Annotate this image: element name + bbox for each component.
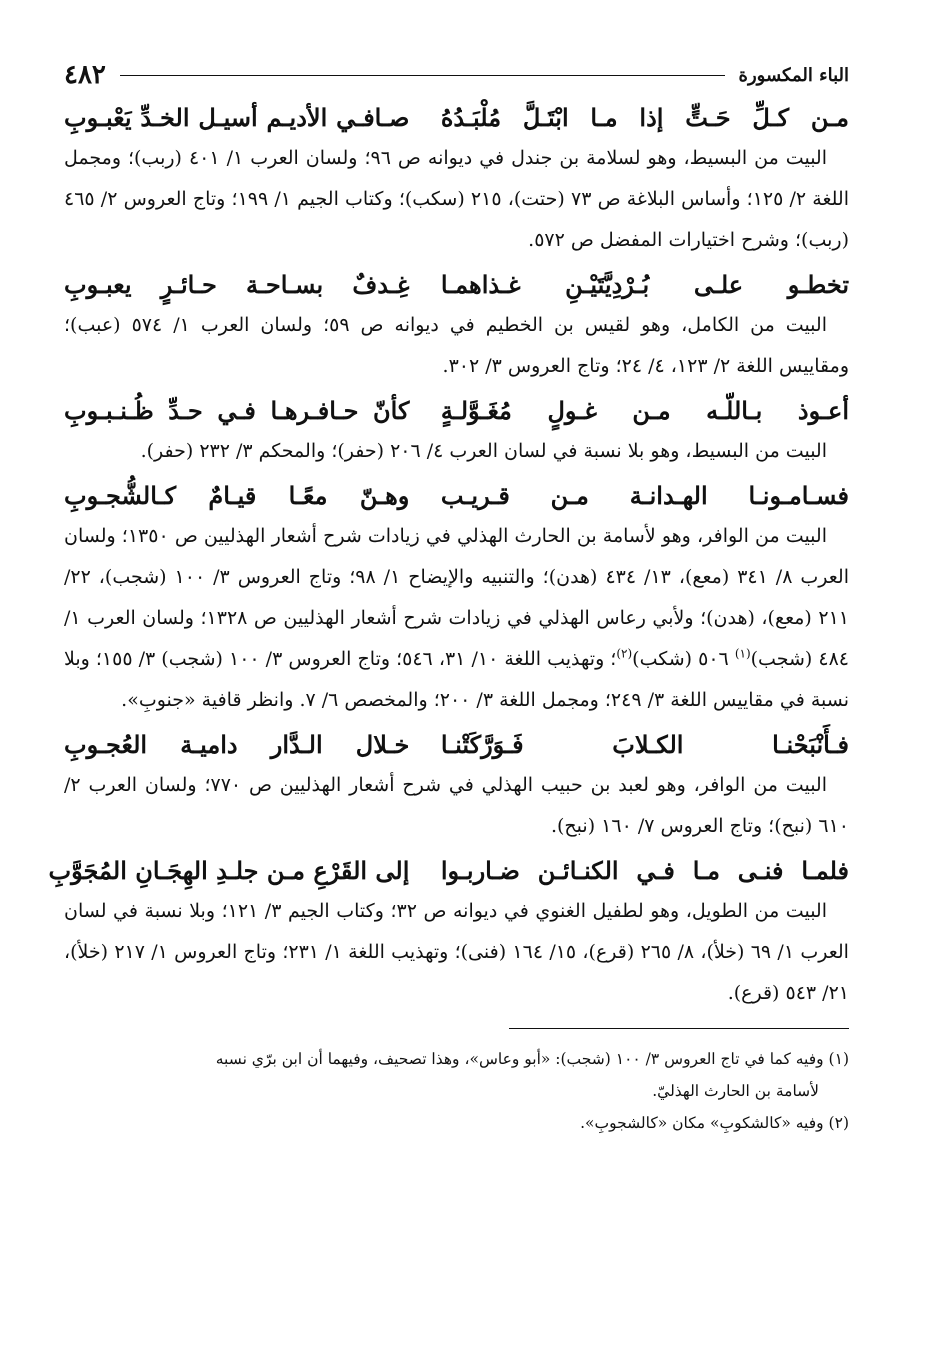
verse-line — [64, 391, 849, 431]
footnote-text: (٢) وفيه «كالشكوبِ» مكان «كالشجوبِ». — [580, 1114, 849, 1132]
commentary-text: ؛ وتهذيب اللغة ١٠/ ٣١، ٥٤٦؛ وتاج العروس ٣/ ١٠٠ (شجب) ٣/ ١٥٥؛ وبلا نسبة في مقاييس اللغة ٣/ ٢٤٩؛ ومجمل اللغة ٣/ ٢٠٠؛ والمخصص ٦/ ٧. وانظر قافية «جنوبِ». — [64, 648, 849, 711]
verse-second-hemistich: وهـنّ معًـا قيـامٌ كـالشُّجـوبِ — [64, 481, 410, 510]
verse-line — [64, 476, 849, 516]
verse-second-hemistich: غِـدفٌ بسـاحـة حـائـرٍ يعبـوبِ — [64, 270, 410, 299]
commentary-text: ٥٠٦ (شكب) — [632, 648, 735, 670]
verse-second-hemistich: خـلال الـدَّار داميـة العُجـوبِ — [64, 730, 410, 759]
commentary-text: البيت من الوافر، وهو لأسامة بن الحارث الهذلي في زيادات شرح أشعار الهذليين ص ١٣٥٠؛ ولسان العرب ٨/ ٣٤١ (معع)، ١٣/ ٤٣٤ (هدن)؛ والتنبيه والإيضاح ١/ ٩٨؛ وتاج العروس ٣/ ١٠٠ (شجب)، ٢٢/ ٢١١ (معع)، (هدن)؛ ولأبي رعاس الهذلي في زيادات شرح أشعار الهذليين ص ١٣٢٨؛ ولسان العرب ١/ ٤٨٤ (شجب) — [64, 525, 849, 670]
footnote-ref-2[interactable]: (٢) — [616, 646, 633, 661]
footnotes-rule — [509, 1028, 849, 1029]
footnote-1 — [64, 1043, 849, 1107]
verse-line — [48, 851, 849, 891]
verse-commentary: البيت من البسيط، وهو لسلامة بن جندل في ديوانه ص ٩٦؛ ولسان العرب ١/ ٤٠١ (ربب)؛ ومجمل اللغة ٢/ ١٢٥؛ وأساس البلاغة ص ٧٣ (حتت)، ٢١٥ (سكب)؛ وكتاب الجيم ١/ ١٩٩؛ وتاج العروس ٢/ ٤٦٥ (ربب)؛ وشرح اختيارات المفضل ص ٥٧٢. — [64, 147, 850, 251]
verse-line — [64, 265, 849, 305]
verse-first-hemistich: أعـوذ بـاللّـه مـن غـولٍ مُغَـوَّلـةٍ — [440, 396, 849, 425]
chapter-title: الباء المكسورة — [738, 64, 849, 86]
footnote-continuation: لأسامة بن الحارث الهذليّ. — [652, 1082, 819, 1100]
footnote-text: (١) وفيه كما في تاج العروس ٣/ ١٠٠ (شجب): «أبو وعاس»، وهذا تصحيف، وفيهما أن ابن برّي نسبه — [215, 1050, 849, 1068]
verse-commentary: البيت من البسيط، وهو بلا نسبة في لسان العرب ٤/ ٢٠٦ (حفر)؛ والمحكم ٣/ ٢٣٢ (حفر). — [140, 440, 827, 462]
verse-line — [64, 98, 849, 138]
footnote-ref-1[interactable]: (١) — [734, 646, 751, 661]
book-page — [48, 58, 850, 1139]
verse-second-hemistich: كأنّ حـافـرهـا فـي حـدِّ ظُـنـبـوبِ — [64, 396, 410, 425]
footnote-2 — [64, 1107, 849, 1139]
verse-first-hemistich: تخطـو علـى بُـرْدِيَّتَيْـنِ غـذاهمـا — [440, 270, 849, 299]
running-head — [64, 58, 849, 92]
header-rule — [120, 75, 725, 76]
page-number: ٤٨٢ — [64, 60, 106, 90]
verse-first-hemistich: فلمـا فنـى مـا فـي الكنـائـن ضـاربـوا — [440, 856, 849, 885]
verse-first-hemistich: مـن كـلِّ حَـتٍّ إذا مـا ابْتَـلَّ مُلْبَـدُهُ — [440, 103, 849, 132]
verse-second-hemistich: إلى القَرْعِ مـن جلـدِ الهِجَـانِ المُجَوَّبِ — [48, 856, 410, 885]
verse-commentary: البيت من الوافر، وهو لعبد بن حبيب الهذلي في شرح أشعار الهذليين ص ٧٧٠؛ ولسان العرب ٢/ ٦١٠ (نبح)؛ وتاج العروس ٧/ ١٦٠ (نبح). — [64, 774, 849, 837]
verse-commentary: البيت من الطويل، وهو لطفيل الغنوي في ديوانه ص ٣٢؛ وكتاب الجيم ٣/ ١٢١؛ وبلا نسبة في لسان العرب ١/ ٦٩ (خلأ)، ٨/ ٢٦٥ (قرع)، ١٥/ ١٦٤ (فنى)؛ وتهذيب اللغة ١/ ٢٣١؛ وتاج العروس ١/ ٢١٧ (خلأ)، ٢١/ ٥٤٣ (قرع). — [64, 900, 849, 1004]
verse-commentary — [64, 516, 849, 721]
verse-first-hemistich: فسـامـونـا الهـدانـة مـن قـريـب — [440, 481, 849, 510]
verse-line — [64, 725, 849, 765]
verse-first-hemistich: فـأَنْبَحْنـا الكـلابَ فَـوَرَّكَتْنـا — [440, 730, 849, 759]
verse-second-hemistich: صـافـي الأديـم أسيـل الخـدِّ يَعْبـوبِ — [64, 103, 410, 132]
verse-commentary: البيت من الكامل، وهو لقيس بن الخطيم في ديوانه ص ٥٩؛ ولسان العرب ١/ ٥٧٤ (عبب)؛ ومقاييس اللغة ٢/ ١٢٣، ٤/ ٢٤؛ وتاج العروس ٣/ ٣٠٢. — [64, 314, 849, 377]
